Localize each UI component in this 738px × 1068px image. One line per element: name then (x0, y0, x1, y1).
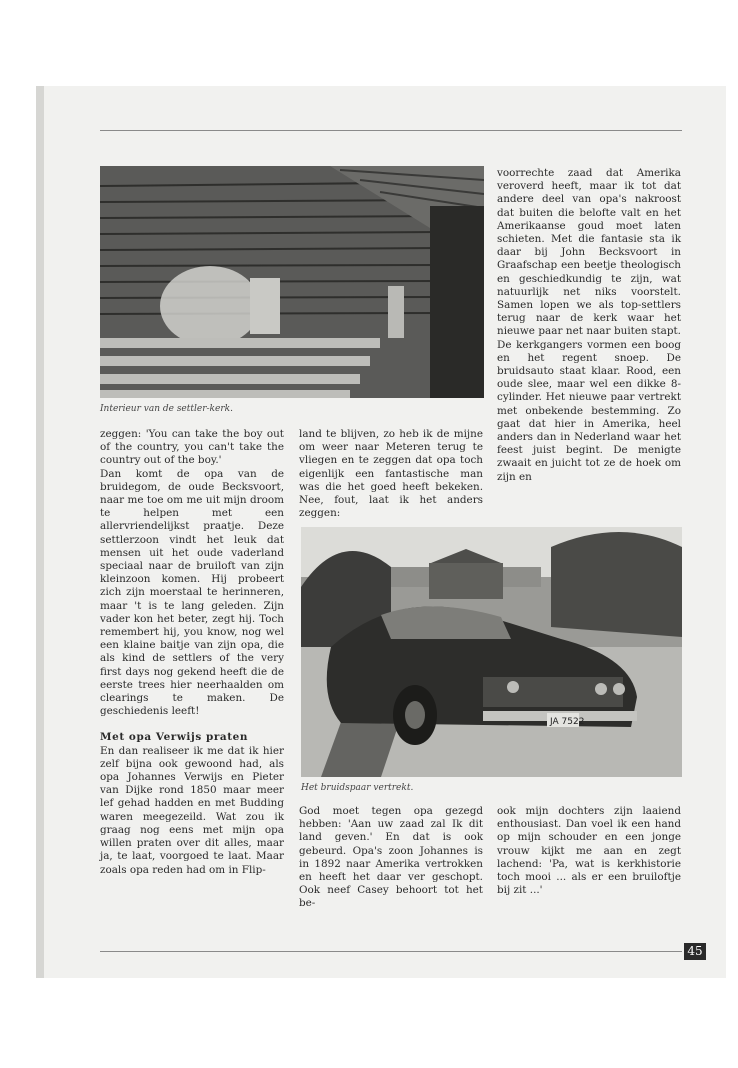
page-spine (36, 86, 44, 978)
col1-paragraph-3: En dan realiseer ik me dat ik hier zelf bijna ook gewoond had, als opa Johannes Verwijs en Pieter van Dijke rond 1850 maar meer lef gehad hadden en met Budding waren meegezeild. Wat zou ik graag nog eens met mijn opa willen praten over dit alles, maar ja, te laat, voorgoed te laat. Maar zoals opa reden had om in Flip- (100, 744, 284, 876)
figure1-caption: Interieur van de settler-kerk. (100, 404, 233, 414)
bottom-rule (100, 951, 682, 952)
page-number: 45 (684, 943, 706, 960)
church-interior-photo (100, 166, 484, 398)
column-2-bottom (299, 805, 483, 911)
top-rule (100, 130, 682, 131)
wedding-car-photo (301, 527, 682, 777)
col2-paragraph-top: land te blijven, zo heb ik de mijne om weer naar Meteren terug te vliegen en te zeggen dat opa toch eigenlijk een fantastische man was die het goed heeft bekeken. Nee, fout, laat ik het anders zeggen: (299, 428, 483, 520)
license-plate: JA 7522 (550, 717, 585, 727)
col1-paragraph-2: Dan komt de opa van de bruidegom, de oude Becksvoort, naar me toe om me uit mijn droom te helpen met een allervriendelijkst praatje. Deze settlerzoon vindt het leuk dat mensen uit het oude vaderland speciaal naar de bruiloft van zijn kleinzoon komen. Hij probeert zich zijn moerstaal te herinneren, maar 't is te lang geleden. Zijn vader kon het beter, zegt hij. Toch remembert hij, you know, nog wel een klaine baitje van zijn opa, die als kind de settlers of the very first days nog gekend heeft die de eerste trees hier neerhaalden om clearings te maken. De geschiedenis leeft! (100, 467, 284, 718)
figure2-caption: Het bruidspaar vertrekt. (301, 783, 414, 793)
col3-paragraph-bottom: ook mijn dochters zijn laaiend enthousiast. Dan voel ik een hand op mijn schouder en een jonge vrouw kijkt me aan en zegt lachend: 'Pa, wat is kerkhistorie toch mooi ... als er een bruiloftje bij zit ...' (497, 805, 681, 897)
column-3-top (497, 167, 681, 484)
section-heading: Met opa Verwijs praten (100, 731, 249, 744)
col2-paragraph-bottom: God moet tegen opa gezegd hebben: 'Aan uw zaad zal Ik dit land geven.' En dat is ook gebeurd. Opa's zoon Johannes is in 1892 naar Amerika vertrokken en heeft het daar ver geschopt. Ook neef Casey behoort tot het be- (299, 805, 483, 910)
col1-paragraph-1: zeggen: 'You can take the boy out of the country, you can't take the country out of the boy.' (100, 428, 284, 467)
column-2-top (299, 428, 483, 520)
column-3-bottom (497, 805, 681, 897)
col3-paragraph-top: voorrechte zaad dat Amerika veroverd heeft, maar ik tot dat andere deel van opa's nakroost dat buiten die belofte valt en het Amerikaanse goud moet laten schieten. Met die fantasie sta ik daar bij John Becksvoort in Graafschap een beetje theologisch en geschiedkundig te zijn, wat natuurlijk net niks voorstelt. Samen lopen we als top-settlers terug naar de kerk waar het nieuwe paar net naar buiten stapt. De kerkgangers vormen een boog en het regent snoep. De bruidsauto staat klaar. Rood, een oude slee, maar wel een dikke 8-cylinder. Het nieuwe paar vertrekt met onbekende bestemming. Zo gaat dat hier in Amerika, heel anders dan in Nederland waar het feest juist begint. De menigte zwaait en juicht tot ze de hoek om zijn en (497, 167, 681, 483)
column-1 (100, 428, 284, 877)
